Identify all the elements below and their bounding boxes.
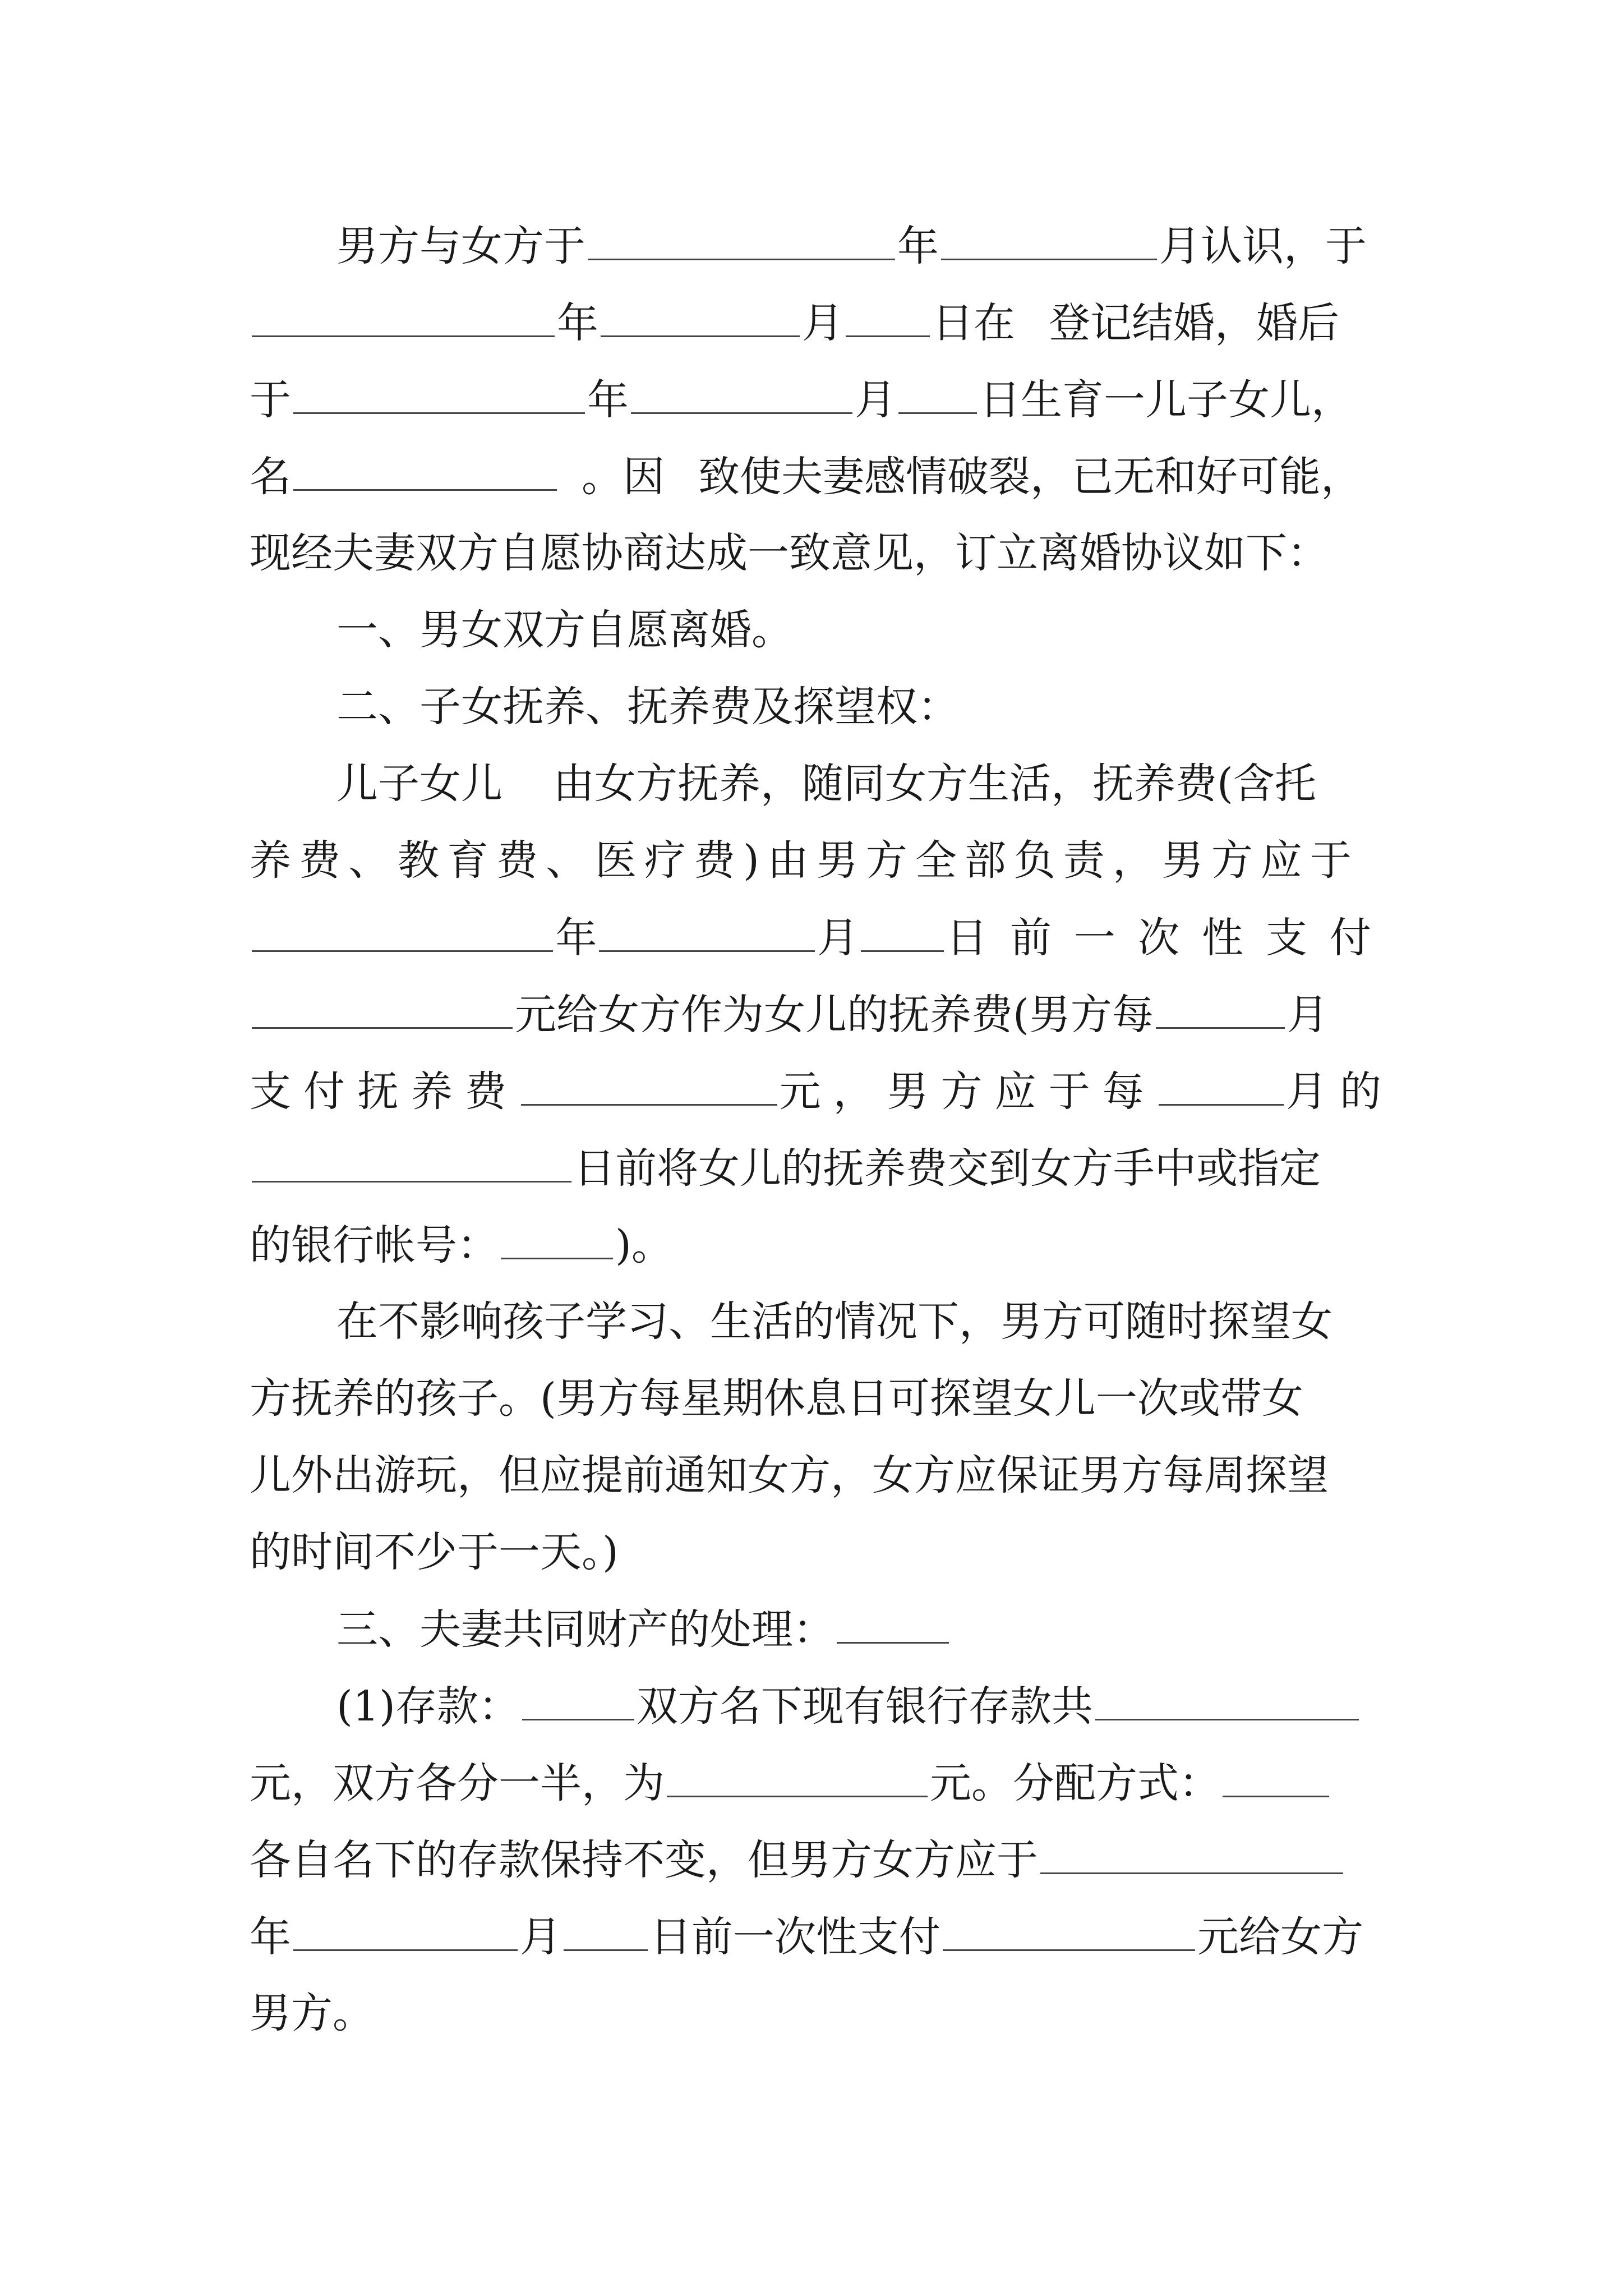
doc-line — [250, 445, 1394, 507]
text-segment: 年 — [557, 299, 598, 347]
text-segment: 月 — [520, 1913, 561, 1961]
fill-blank[interactable] — [564, 1906, 648, 1951]
fill-blank[interactable] — [252, 1137, 571, 1182]
text-segment: 现经夫妻双方自愿协商达成一致意见，订立离婚协议如下： — [250, 529, 1329, 577]
fill-blank[interactable] — [293, 369, 585, 414]
text-segment: 方抚养的孩子。(男方每星期休息日可探望女儿一次或带女 — [250, 1374, 1303, 1423]
text-segment: 名 — [250, 453, 291, 501]
fill-blank[interactable] — [293, 1906, 518, 1951]
fill-blank[interactable] — [667, 1752, 928, 1797]
text-segment: 元。分配方式： — [930, 1759, 1220, 1807]
section-heading: 三、夫妻共同财产的处理： — [336, 1605, 834, 1654]
doc-line — [336, 1675, 1394, 1737]
doc-line — [250, 1829, 1394, 1890]
text-segment: 致使夫妻感情破裂，已无和好可能， — [698, 453, 1362, 501]
doc-line — [250, 1368, 1394, 1429]
doc-line — [250, 1214, 1394, 1276]
text-segment: 月 — [802, 299, 843, 347]
text-segment: 年 — [555, 914, 597, 962]
text-segment: 年 — [250, 1913, 291, 1961]
fill-blank[interactable] — [252, 907, 553, 952]
doc-line — [250, 1982, 1394, 2044]
text-segment: 养费、教育费、医疗费)由男方全部负责，男方应于 — [250, 836, 1359, 885]
fill-blank[interactable] — [599, 907, 815, 952]
doc-line — [250, 369, 1394, 430]
text-segment: 男方与女方于 — [336, 222, 585, 270]
text-segment: 元，双方各分一半，为 — [250, 1759, 665, 1807]
doc-line — [250, 1752, 1394, 1814]
doc-line — [250, 522, 1394, 584]
section-heading: 一、男女双方自愿离婚。 — [336, 606, 793, 654]
text-segment: 于 — [250, 376, 291, 424]
doc-line — [336, 753, 1394, 815]
text-segment: 支付抚养费 — [250, 1068, 519, 1116]
text-segment: 的银行帐号： — [250, 1221, 499, 1269]
doc-line — [250, 1906, 1394, 1967]
doc-line — [336, 676, 1394, 738]
fill-blank[interactable] — [601, 292, 800, 337]
text-segment: 双方名下现有银行存款共 — [636, 1682, 1093, 1731]
fill-blank[interactable] — [522, 1675, 634, 1720]
doc-line — [336, 1598, 1394, 1660]
text-segment: 日前一次性支付 — [650, 1913, 940, 1961]
text-segment: )。 — [615, 1221, 673, 1269]
text-segment: 年 — [587, 376, 629, 424]
text-segment: 在不影响孩子学习、生活的情况下，男方可随时探望女 — [336, 1297, 1332, 1346]
fill-blank[interactable] — [1223, 1752, 1329, 1797]
fill-blank[interactable] — [1156, 983, 1285, 1029]
text-segment: 男方。 — [250, 1989, 374, 2037]
text-segment: (1)存款： — [336, 1682, 520, 1731]
text-segment: 月 — [1287, 991, 1329, 1039]
fill-blank[interactable] — [293, 445, 557, 491]
fill-blank[interactable] — [521, 1060, 777, 1106]
fill-blank[interactable] — [943, 1906, 1195, 1951]
text-segment: 。因 — [582, 453, 665, 501]
fill-blank[interactable] — [837, 1598, 949, 1644]
text-segment: 由女方抚养，随同女方生活，抚养费(含托 — [553, 760, 1316, 808]
text-segment: 元给女方 — [1197, 1913, 1363, 1961]
text-segment: 的时间不少于一天。) — [250, 1528, 619, 1576]
doc-line — [336, 599, 1394, 661]
fill-blank[interactable] — [846, 292, 930, 337]
doc-line — [250, 1137, 1394, 1199]
doc-line — [250, 292, 1394, 353]
fill-blank[interactable] — [1095, 1675, 1359, 1720]
text-segment: 元给女方作为女儿的抚养费(男方每 — [515, 991, 1154, 1039]
doc-line — [336, 1291, 1394, 1352]
text-segment: 日前将女儿的抚养费交到女方手中或指定 — [574, 1144, 1321, 1193]
doc-line — [250, 983, 1394, 1045]
text-segment: 日生育一儿子女儿， — [979, 376, 1353, 424]
text-segment: 月 — [817, 914, 859, 962]
fill-blank[interactable] — [501, 1214, 613, 1259]
text-segment: 各自名下的存款保持不变，但男方女方应于 — [250, 1836, 1038, 1884]
fill-blank[interactable] — [252, 983, 513, 1029]
fill-blank[interactable] — [1159, 1060, 1284, 1106]
text-segment: 元，男方应于每 — [779, 1068, 1156, 1116]
text-segment: 儿子女儿 — [336, 760, 502, 808]
section-heading: 二、子女抚养、抚养费及探望权： — [336, 683, 959, 731]
fill-blank[interactable] — [1040, 1829, 1343, 1874]
fill-blank[interactable] — [861, 907, 944, 952]
doc-line — [250, 1521, 1394, 1583]
doc-line — [336, 215, 1394, 277]
doc-line — [250, 1060, 1394, 1122]
text-segment: 月认识，于 — [1159, 222, 1367, 270]
doc-line — [250, 830, 1394, 891]
fill-blank[interactable] — [252, 292, 555, 337]
doc-line — [250, 1444, 1394, 1506]
text-segment: 年 — [897, 222, 939, 270]
text-segment: 登记结婚，婚后 — [1049, 299, 1339, 347]
text-segment: 儿外出游玩，但应提前通知女方，女方应保证男方每周探望 — [250, 1451, 1329, 1499]
text-segment: 月的 — [1286, 1068, 1394, 1116]
fill-blank[interactable] — [631, 369, 852, 414]
text-segment: 月 — [855, 376, 896, 424]
fill-blank[interactable] — [941, 215, 1157, 260]
text-segment: 日前一次性支付 — [946, 914, 1394, 962]
fill-blank[interactable] — [898, 369, 977, 414]
fill-blank[interactable] — [588, 215, 895, 260]
doc-line — [250, 907, 1394, 968]
text-segment: 日在 — [932, 299, 1015, 347]
